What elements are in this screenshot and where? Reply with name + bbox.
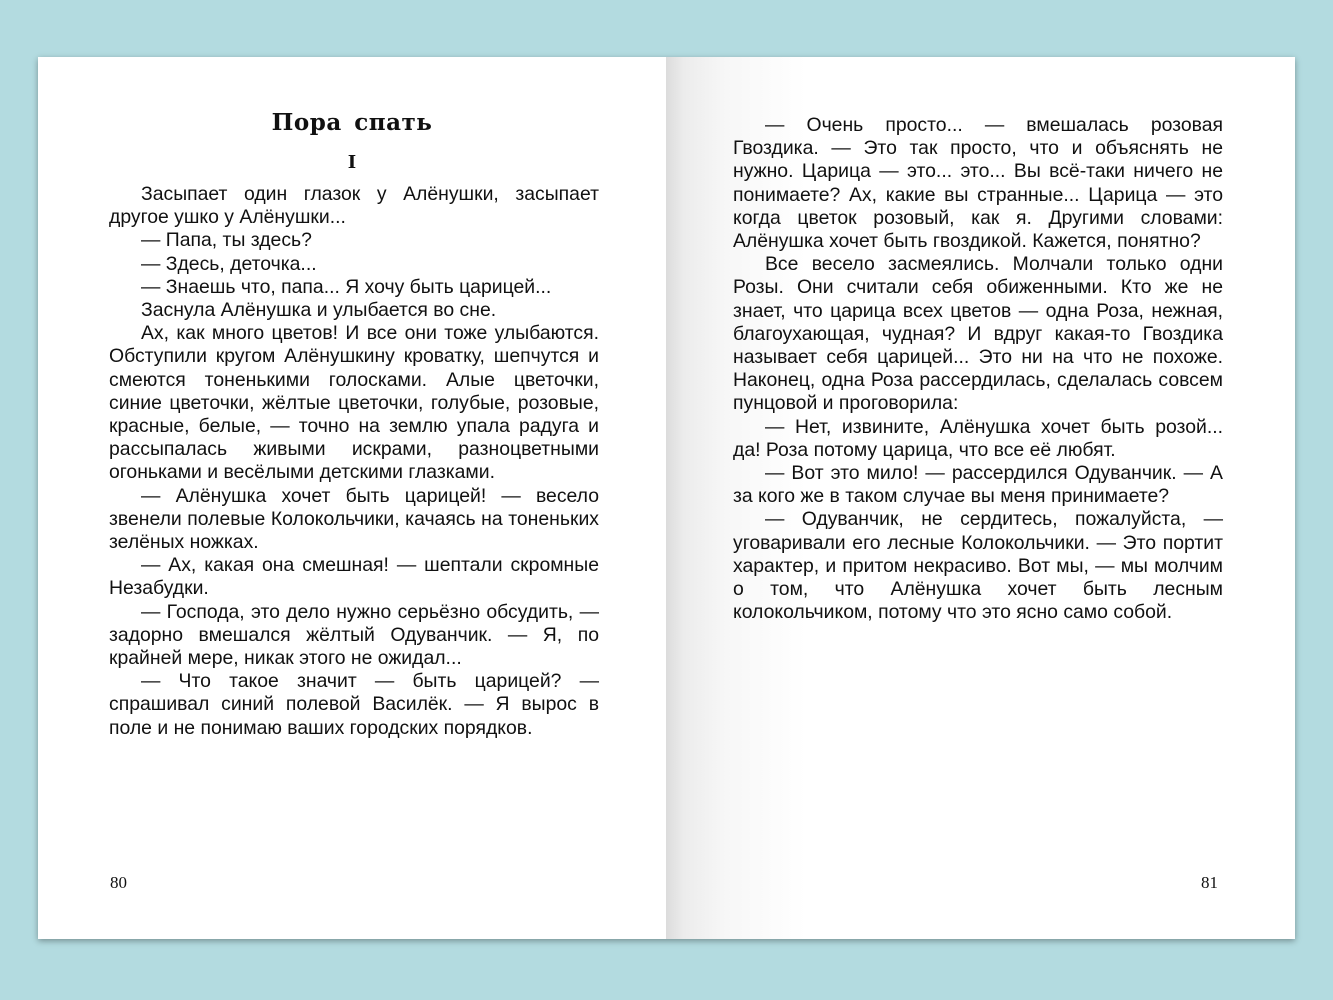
- left-page-text: [109, 183, 599, 740]
- book-spread: [38, 57, 1295, 939]
- paragraph: — Одуванчик, не сердитесь, пожалуйста, — уговаривали его лесные Колокольчики. — Это портит характер, и притом некрасиво. Вот мы, — мы молчим о том, что Алёнушка хочет быть лесным колокольчиком, потому что это ясно само собой.: [733, 508, 1223, 624]
- chapter-number: I: [347, 152, 357, 173]
- paragraph: Засыпает один глазок у Алёнушки, засыпает другое ушко у Алёнушки...: [109, 183, 599, 229]
- story-title: Пора спать: [271, 109, 433, 136]
- paragraph: — Что такое значит — быть царицей? — спрашивал синий полевой Василёк. — Я вырос в поле и не понимаю ваших городских порядков.: [109, 670, 599, 739]
- page-number-left: 80: [110, 873, 127, 892]
- paragraph: — Здесь, деточка...: [141, 252, 317, 275]
- paragraph: — Господа, это дело нужно серьёзно обсудить, — задорно вмешался жёлтый Одуванчик. — Я, по крайней мере, никак этого не ожидал...: [109, 600, 599, 670]
- paragraph: — Очень просто... — вмешалась розовая Гвоздика. — Это так просто, что и объяснять не нужно. Царица — это... это... Вы всё-таки ничего не понимаете? Ах, какие вы странные... Царица — это когда цветок розовый, как я. Другими словами: Алёнушка хочет быть гвоздикой. Кажется, понятно?: [733, 114, 1223, 253]
- paragraph: — Ах, какая она смешная! — шептали скромные Незабудки.: [109, 554, 599, 600]
- paragraph: — Вот это мило! — рассердился Одуванчик. — А за кого же в таком случае вы меня принимаете?: [733, 462, 1223, 508]
- paragraph: Заснула Алёнушка и улыбается во сне.: [141, 299, 497, 322]
- paragraph: — Знаешь что, папа... Я хочу быть царицей...: [141, 275, 552, 298]
- paragraph: — Алёнушка хочет быть царицей! — весело звенели полевые Колокольчики, качаясь на тоненьких зелёных ножках.: [109, 484, 599, 554]
- page-number-right: 81: [1201, 873, 1218, 892]
- paragraph: — Нет, извините, Алёнушка хочет быть розой... да! Роза потому царица, что все её любят.: [733, 415, 1223, 461]
- paragraph: — Папа, ты здесь?: [141, 229, 312, 252]
- paragraph: Ах, как много цветов! И все они тоже улыбаются. Обступили кругом Алёнушкину кроватку, шепчутся и смеются тоненькими голосками. Алые цветочки, синие цветочки, жёлтые цветочки, голубые, розовые, красные, белые, — точно на землю упала радуга и рассыпалась живыми искрами, разноцветными огоньками и весёлыми детскими глазками.: [109, 322, 599, 484]
- left-page: [38, 57, 666, 939]
- paragraph: Все весело засмеялись. Молчали только одни Розы. Они считали себя обиженными. Кто же не знает, что царица всех цветов — одна Роза, нежная, благоухающая, чудная? И вдруг какая-то Гвоздика называет себя царицей... Это ни на что не похоже. Наконец, одна Роза рассердилась, сделалась совсем пунцовой и проговорила:: [733, 253, 1223, 415]
- right-page: [666, 57, 1295, 939]
- right-page-text: [733, 114, 1223, 624]
